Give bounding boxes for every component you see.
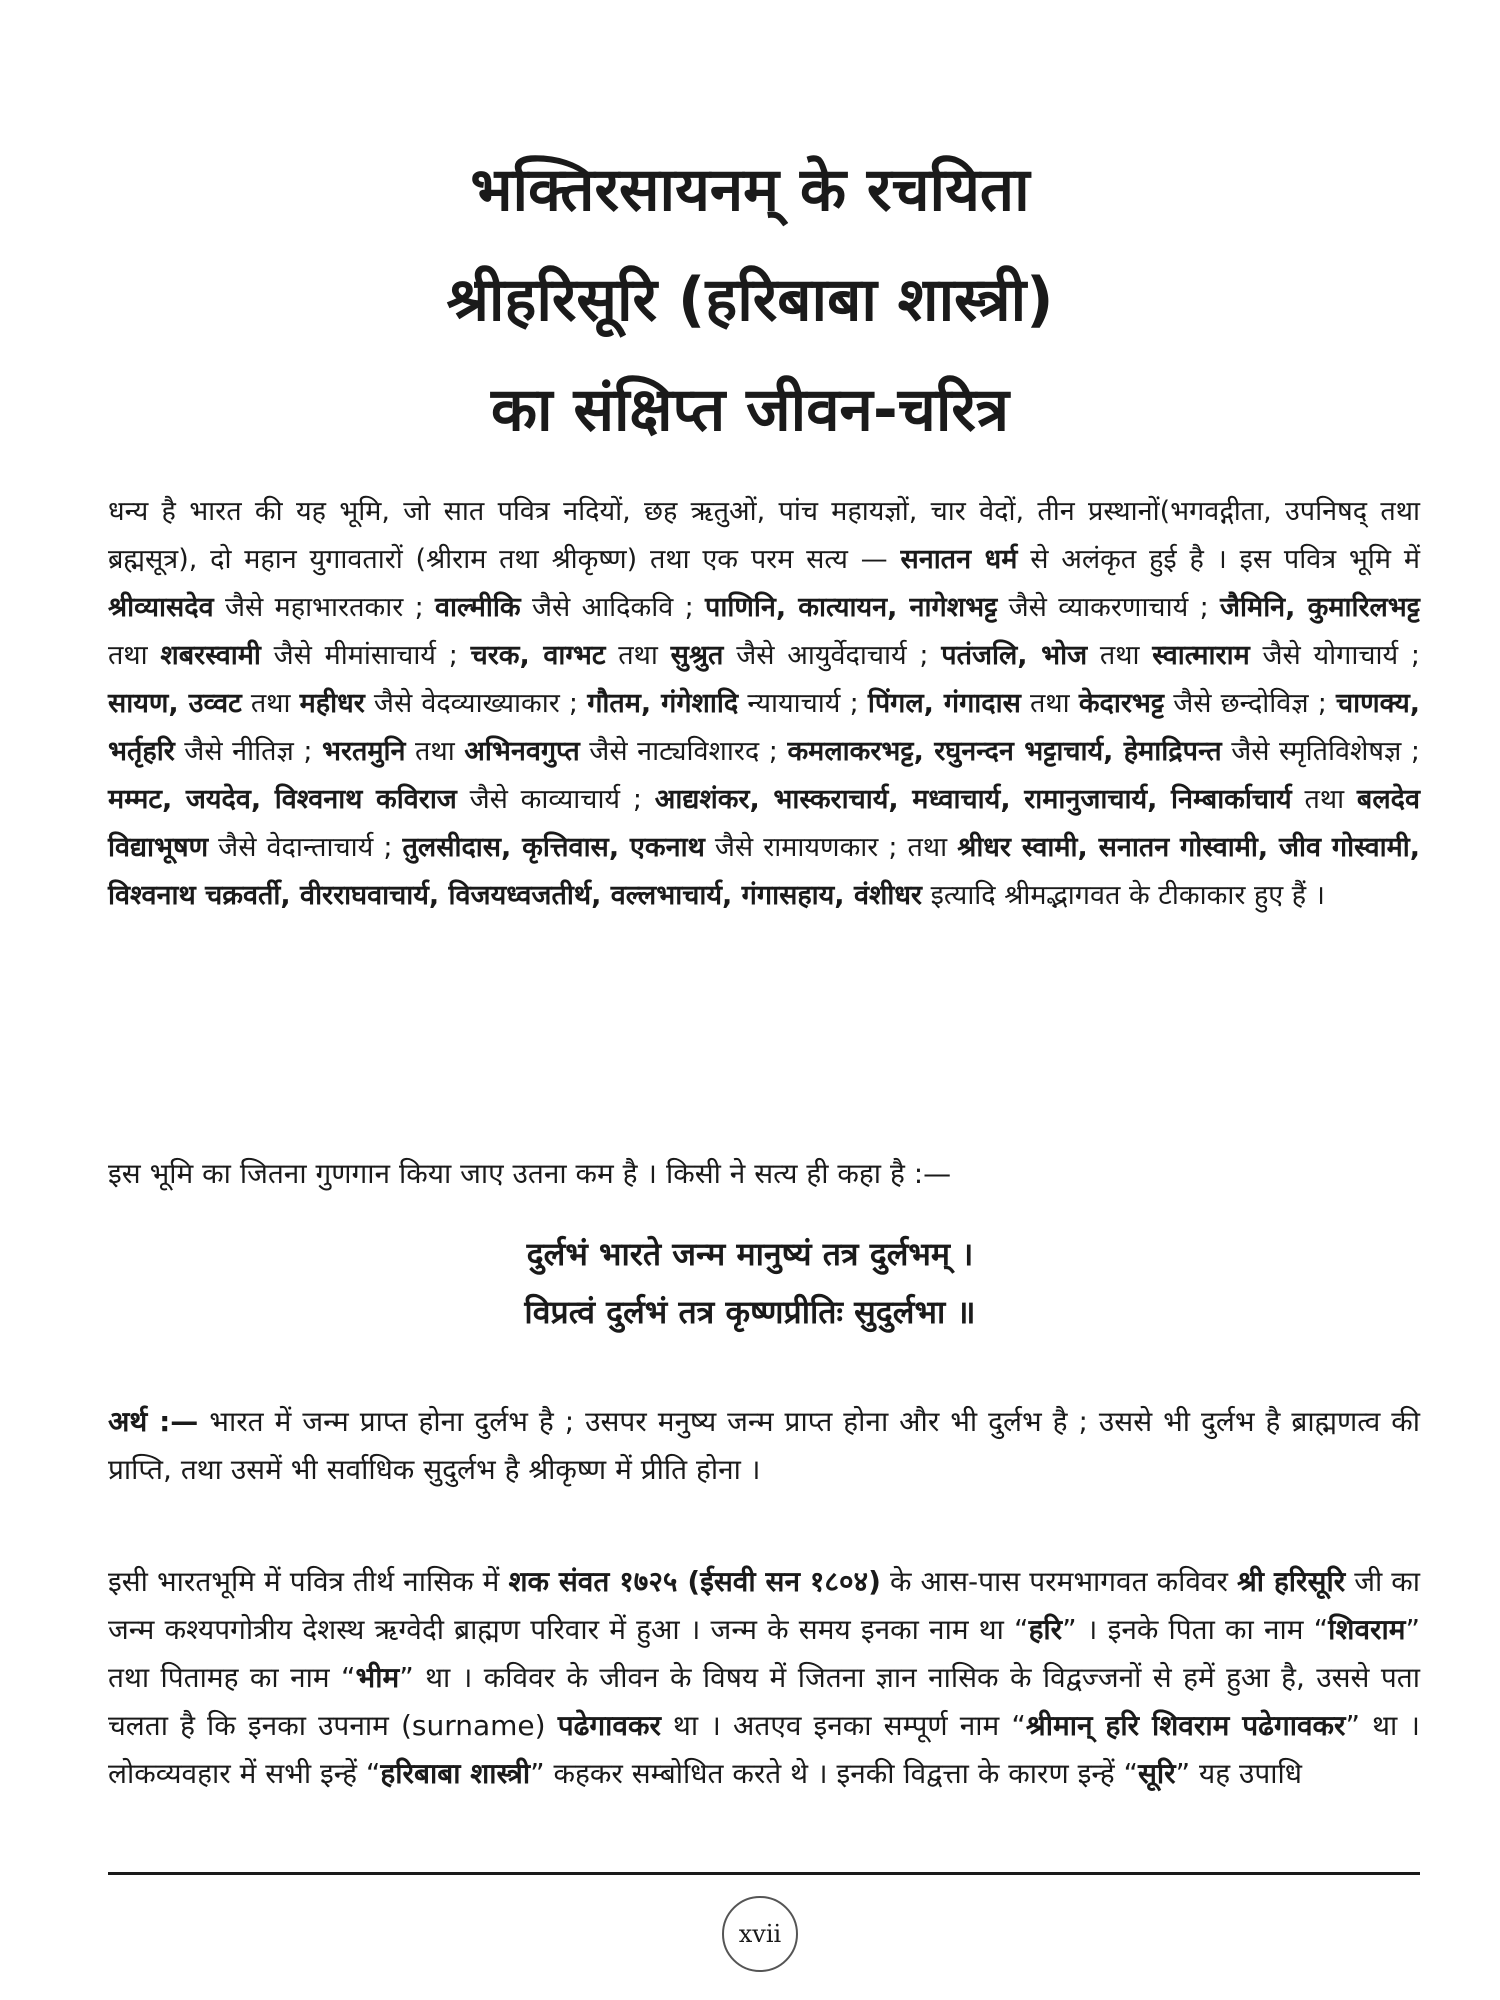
text-run: तथा: [1291, 784, 1357, 815]
verse-line-1: दुर्लभं भारते जन्म मानुष्यं तत्र दुर्लभम् ।: [526, 1235, 974, 1273]
text-run: जैसे रामायणकार ; तथा: [704, 832, 958, 863]
text-run: इसी भारतभूमि में पवित्र तीर्थ नासिक में: [108, 1565, 509, 1598]
bold-run: पिंगल, गंगादास: [867, 688, 1021, 719]
bold-run: सायण, उव्वट: [108, 688, 242, 719]
bold-run: चाणक्य, भर्तृहरि: [108, 688, 1421, 767]
text-run: ” था । कविवर के जीवन के विषय में जितना ज्ञान नासिक के विद्वज्जनों से हमें हुआ है, उससे पता चलता है कि इनका उपनाम (surname): [108, 1661, 1420, 1742]
text-run: ” था । लोकव्यवहार में सभी इन्हें “: [108, 1709, 1420, 1790]
text-run: जी का जन्म कश्यपगोत्रीय देशस्थ ऋग्वेदी ब्राह्मण परिवार में हुआ । जन्म के समय इनका नाम था “: [108, 1565, 1421, 1646]
bold-run: बलदेव विद्याभूषण: [108, 784, 1420, 863]
text-run: न्यायाचार्य ;: [738, 688, 868, 719]
text-run: जैसे व्याकरणाचार्य ;: [997, 592, 1221, 623]
text-run: जैसे काव्याचार्य ;: [456, 784, 655, 815]
text-run: जैसे महाभारतकार ;: [213, 592, 436, 623]
title-line-3: का संक्षिप्त जीवन-चरित्र: [490, 375, 1010, 445]
bold-run: चरक, वाग्भट: [470, 640, 606, 671]
bold-run: वाल्मीकि: [435, 592, 521, 623]
text-run: तथा: [405, 736, 465, 767]
text-run: धन्य है भारत की यह भूमि, जो सात पवित्र नदियों, छह ऋतुओं, पांच महायज्ञों, चार वेदों, तीन प्रस्थानों(भगवद्गीता, उपनिषद् तथा ब्रह्मसूत्र), दो महान युगावतारों (श्रीराम तथा श्रीकृष्ण) तथा एक परम सत्य —: [108, 496, 1420, 575]
text-run: जैसे मीमांसाचार्य ;: [260, 640, 471, 671]
text-run: तथा: [241, 688, 300, 719]
bold-run: श्रीव्यासदेव: [108, 592, 214, 623]
bold-run: केदारभट्ट: [1078, 688, 1165, 719]
text-run: जैसे योगाचार्य ;: [1249, 640, 1421, 671]
bold-run: अभिनवगुप्त: [464, 736, 580, 767]
meaning-paragraph: [108, 1398, 1420, 1494]
title-line-1: भक्तिरसायनम् के रचयिता: [470, 155, 1030, 225]
text-run: भारत में जन्म प्राप्त होना दुर्लभ है ; उसपर मनुष्य जन्म प्राप्त होना और भी दुर्लभ है ; उससे भी दुर्लभ है ब्राह्मणत्व की प्राप्ति, तथा उसमें भी सर्वाधिक सुदुर्लभ है श्रीकृष्ण में प्रीति होना ।: [108, 1405, 1420, 1486]
bold-run: भीम: [355, 1661, 400, 1694]
bold-run: आद्यशंकर, भास्कराचार्य, मध्वाचार्य, रामानुजाचार्य, निम्बार्काचार्य: [654, 784, 1292, 815]
text-run: जैसे वेदान्ताचार्य ;: [208, 832, 403, 863]
bold-run: स्वात्माराम: [1152, 640, 1250, 671]
bold-run: सूरि: [1137, 1757, 1176, 1790]
bold-run: पढेगावकर: [557, 1709, 661, 1742]
text-run: के आस-पास परमभागवत कविवर: [880, 1565, 1237, 1598]
text-run: तथा: [605, 640, 671, 671]
verse-line-2: विप्रत्वं दुर्लभं तत्र कृष्णप्रीतिः सुदुर्लभा ॥: [524, 1293, 976, 1331]
bold-run: सुश्रुत: [670, 640, 724, 671]
page-title: [0, 135, 1500, 465]
bold-run: पाणिनि, कात्यायन, नागेशभट्ट: [705, 592, 998, 623]
bold-run: श्रीधर स्वामी, सनातन गोस्वामी, जीव गोस्वामी, विश्वनाथ चक्रवर्ती, वीरराघवाचार्य, विजयध्वजतीर्थ, वल्लभाचार्य, गंगासहाय, वंशीधर: [108, 832, 1421, 911]
bold-run: जैमिनि, कुमारिलभट्ट: [1220, 592, 1420, 623]
bold-run: हरि: [1028, 1613, 1063, 1646]
text-run: था । अतएव इनका सम्पूर्ण नाम “: [660, 1709, 1026, 1742]
bold-run: शबरस्वामी: [160, 640, 261, 671]
text-run: जैसे वेदव्याख्याकार ;: [364, 688, 588, 719]
bold-run: गौतम, गंगेशादि: [587, 688, 739, 719]
text-run: तथा: [108, 640, 161, 671]
bold-run: अर्थ :—: [108, 1405, 199, 1438]
bold-run: तुलसीदास, कृत्तिवास, एकनाथ: [402, 832, 705, 863]
bold-run: सनातन धर्म: [900, 544, 1018, 575]
bold-run: मम्मट, जयदेव, विश्वनाथ कविराज: [108, 784, 457, 815]
text-run: जैसे आदिकवि ;: [520, 592, 706, 623]
text-run: तथा: [1020, 688, 1079, 719]
text-run: जैसे नाट्यविशारद ;: [579, 736, 788, 767]
text-run: जैसे स्मृतिविशेषज्ञ ;: [1221, 736, 1420, 767]
biography-paragraph: [108, 1558, 1420, 1798]
praise-paragraph: इस भूमि का जितना गुणगान किया जाए उतना कम है । किसी ने सत्य ही कहा है :—: [108, 1157, 952, 1190]
text-run: इत्यादि श्रीमद्भागवत के टीकाकार हुए हैं ।: [921, 880, 1325, 911]
text-run: जैसे नीतिज्ञ ;: [174, 736, 322, 767]
text-run: तथा: [1087, 640, 1153, 671]
footer-rule: [108, 1872, 1420, 1875]
text-run: जैसे आयुर्वेदाचार्य ;: [723, 640, 942, 671]
text-run: ” यह उपाधि: [1175, 1757, 1303, 1790]
text-run: ” कहकर सम्बोधित करते थे । इनकी विद्वत्ता के कारण इन्हें “: [530, 1757, 1138, 1790]
bold-run: भरतमुनि: [321, 736, 406, 767]
page-number: xvii: [722, 1896, 798, 1972]
text-run: ” तथा पितामह का नाम “: [108, 1613, 1420, 1694]
bold-run: हरिबाबा शास्त्री: [380, 1757, 531, 1790]
bold-run: पतंजलि, भोज: [941, 640, 1088, 671]
title-line-2: श्रीहरिसूरि (हरिबाबा शास्त्री): [446, 265, 1054, 335]
bold-run: श्रीमान् हरि शिवराम पढेगावकर: [1025, 1709, 1346, 1742]
sanskrit-verse: [0, 1225, 1500, 1341]
bold-run: महीधर: [299, 688, 365, 719]
text-run: जैसे छन्दोविज्ञ ;: [1164, 688, 1336, 719]
bold-run: शक संवत १७२५ (ईसवी सन १८०४): [508, 1565, 881, 1598]
text-run: से अलंकृत हुई है । इस पवित्र भूमि में: [1017, 544, 1420, 575]
text-run: ” । इनके पिता का नाम “: [1062, 1613, 1329, 1646]
bold-run: श्री हरिसूरि: [1236, 1565, 1346, 1598]
bold-run: कमलाकरभट्ट, रघुनन्दन भट्टाचार्य, हेमाद्रिपन्त: [787, 736, 1222, 767]
bold-run: शिवराम: [1328, 1613, 1406, 1646]
intro-paragraph: [108, 488, 1420, 920]
